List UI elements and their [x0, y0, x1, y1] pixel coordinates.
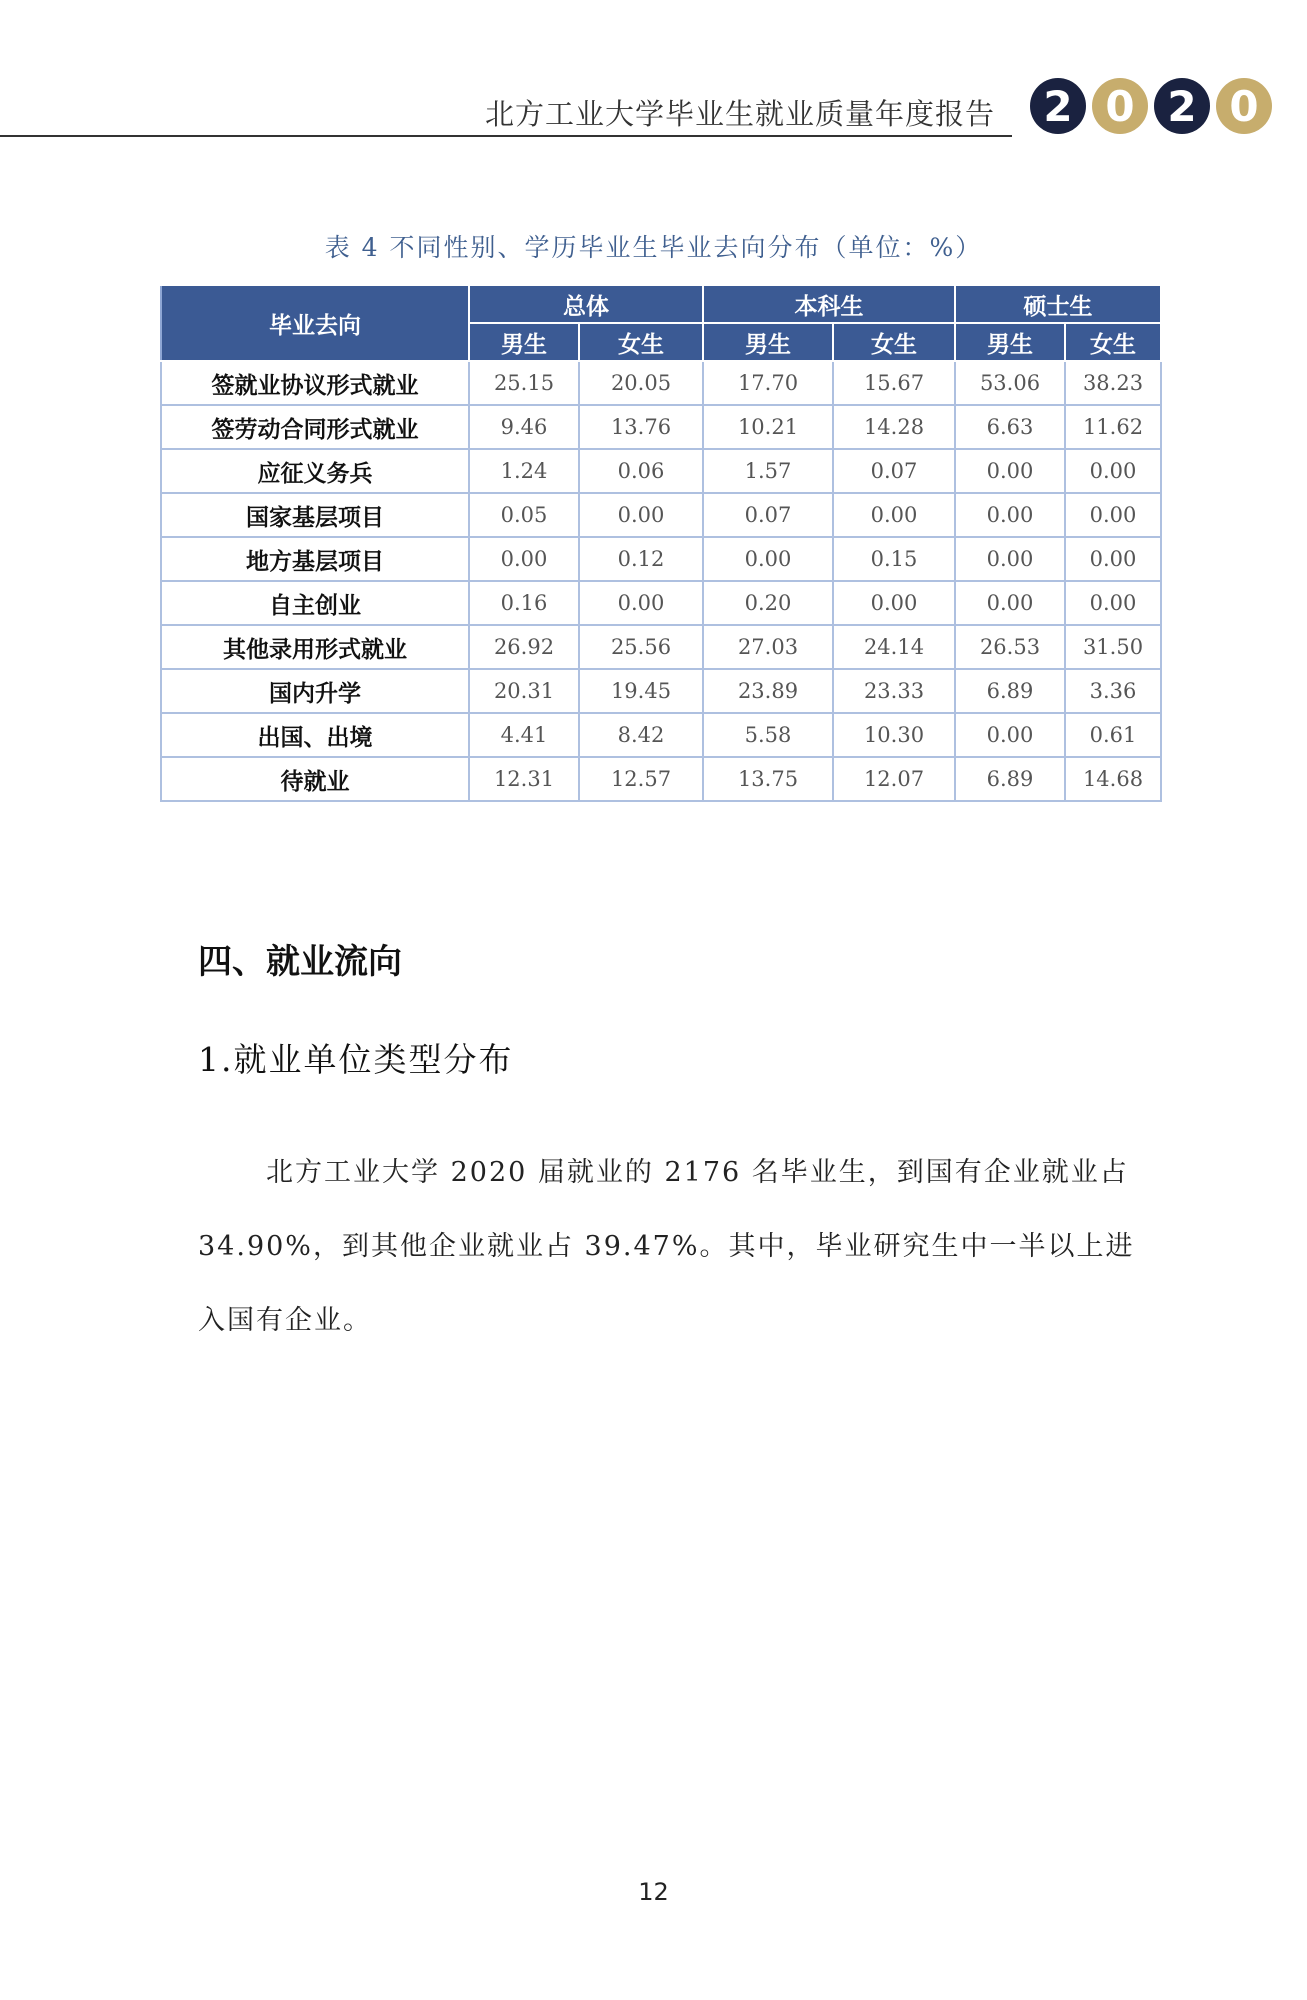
table-cell: 0.16 — [469, 581, 579, 625]
table-row — [161, 361, 1161, 405]
year-digit: 0 — [1216, 78, 1272, 134]
group-header-master: 硕士生 — [955, 285, 1161, 323]
table-row — [161, 669, 1161, 713]
table-cell: 14.28 — [833, 405, 955, 449]
subheader-female: 女生 — [579, 323, 703, 361]
subheader-female: 女生 — [833, 323, 955, 361]
table-cell: 13.76 — [579, 405, 703, 449]
table-row — [161, 405, 1161, 449]
table-cell: 0.20 — [703, 581, 833, 625]
table-cell: 0.00 — [955, 537, 1065, 581]
year-digit: 0 — [1092, 78, 1148, 134]
table-cell: 9.46 — [469, 405, 579, 449]
row-label: 签就业协议形式就业 — [161, 361, 469, 405]
corner-header: 毕业去向 — [161, 285, 469, 361]
table-row — [161, 757, 1161, 801]
table-cell: 6.63 — [955, 405, 1065, 449]
table-caption: 表 4 不同性别、学历毕业生毕业去向分布（单位：%） — [324, 233, 983, 262]
table-cell: 0.00 — [1065, 493, 1161, 537]
table-cell: 0.00 — [1065, 537, 1161, 581]
row-label: 地方基层项目 — [161, 537, 469, 581]
row-label: 国内升学 — [161, 669, 469, 713]
table-cell: 0.15 — [833, 537, 955, 581]
table-cell: 31.50 — [1065, 625, 1161, 669]
row-label: 签劳动合同形式就业 — [161, 405, 469, 449]
table-cell: 0.00 — [1065, 581, 1161, 625]
group-header-total: 总体 — [469, 285, 703, 323]
row-label: 出国、出境 — [161, 713, 469, 757]
subheader-male: 男生 — [469, 323, 579, 361]
section-heading: 四、就业流向 — [198, 942, 402, 982]
subheader-female: 女生 — [1065, 323, 1161, 361]
table-cell: 5.58 — [703, 713, 833, 757]
table-cell: 26.53 — [955, 625, 1065, 669]
report-title: 北方工业大学毕业生就业质量年度报告 — [484, 97, 995, 131]
table-cell: 10.30 — [833, 713, 955, 757]
table-cell: 11.62 — [1065, 405, 1161, 449]
row-label: 其他录用形式就业 — [161, 625, 469, 669]
table-cell: 10.21 — [703, 405, 833, 449]
table-cell: 27.03 — [703, 625, 833, 669]
year-badge — [1030, 78, 1272, 134]
table-cell: 24.14 — [833, 625, 955, 669]
table-cell: 0.06 — [579, 449, 703, 493]
table-cell: 23.33 — [833, 669, 955, 713]
table-row — [161, 449, 1161, 493]
table-cell: 0.07 — [833, 449, 955, 493]
table-cell: 0.00 — [579, 581, 703, 625]
row-label: 自主创业 — [161, 581, 469, 625]
table-cell: 3.36 — [1065, 669, 1161, 713]
table-cell: 0.00 — [1065, 449, 1161, 493]
table-row — [161, 581, 1161, 625]
year-digit: 2 — [1030, 78, 1086, 134]
table-cell: 13.75 — [703, 757, 833, 801]
table-cell: 25.15 — [469, 361, 579, 405]
body-paragraph: 北方工业大学 2020 届就业的 2176 名毕业生，到国有企业就业占34.90%，到其他企业就业占 39.47%。其中，毕业研究生中一半以上进入国有企业。 — [198, 1157, 1135, 1336]
table-cell: 0.00 — [469, 537, 579, 581]
table-cell: 0.00 — [579, 493, 703, 537]
table-cell: 0.00 — [703, 537, 833, 581]
table-cell: 0.00 — [955, 449, 1065, 493]
table-cell: 6.89 — [955, 757, 1065, 801]
group-header-undergrad: 本科生 — [703, 285, 955, 323]
table-cell: 26.92 — [469, 625, 579, 669]
table-cell: 20.31 — [469, 669, 579, 713]
table-cell: 53.06 — [955, 361, 1065, 405]
table-cell: 19.45 — [579, 669, 703, 713]
row-label: 待就业 — [161, 757, 469, 801]
page-number: 12 — [638, 1878, 669, 1906]
table-row — [161, 713, 1161, 757]
table-cell: 0.00 — [955, 581, 1065, 625]
table-cell: 4.41 — [469, 713, 579, 757]
table-cell: 12.31 — [469, 757, 579, 801]
subheader-male: 男生 — [955, 323, 1065, 361]
table-cell: 25.56 — [579, 625, 703, 669]
subsection-heading: 1.就业单位类型分布 — [198, 1040, 514, 1079]
table-cell: 6.89 — [955, 669, 1065, 713]
table-cell: 17.70 — [703, 361, 833, 405]
table-cell: 0.12 — [579, 537, 703, 581]
table-cell: 38.23 — [1065, 361, 1161, 405]
table-cell: 8.42 — [579, 713, 703, 757]
table-cell: 0.61 — [1065, 713, 1161, 757]
table-cell: 23.89 — [703, 669, 833, 713]
table-cell: 0.00 — [833, 493, 955, 537]
destination-table — [160, 284, 1162, 802]
table-cell: 1.57 — [703, 449, 833, 493]
table-cell: 0.00 — [955, 713, 1065, 757]
table-cell: 14.68 — [1065, 757, 1161, 801]
table-cell: 12.57 — [579, 757, 703, 801]
table-cell: 0.00 — [955, 493, 1065, 537]
table-cell: 15.67 — [833, 361, 955, 405]
row-label: 应征义务兵 — [161, 449, 469, 493]
table-row — [161, 537, 1161, 581]
table-row — [161, 493, 1161, 537]
table-cell: 12.07 — [833, 757, 955, 801]
table-row — [161, 625, 1161, 669]
table-cell: 0.07 — [703, 493, 833, 537]
header-divider — [0, 135, 1012, 137]
table-cell: 1.24 — [469, 449, 579, 493]
subheader-male: 男生 — [703, 323, 833, 361]
row-label: 国家基层项目 — [161, 493, 469, 537]
year-digit: 2 — [1154, 78, 1210, 134]
table-cell: 0.00 — [833, 581, 955, 625]
table-cell: 0.05 — [469, 493, 579, 537]
table-cell: 20.05 — [579, 361, 703, 405]
